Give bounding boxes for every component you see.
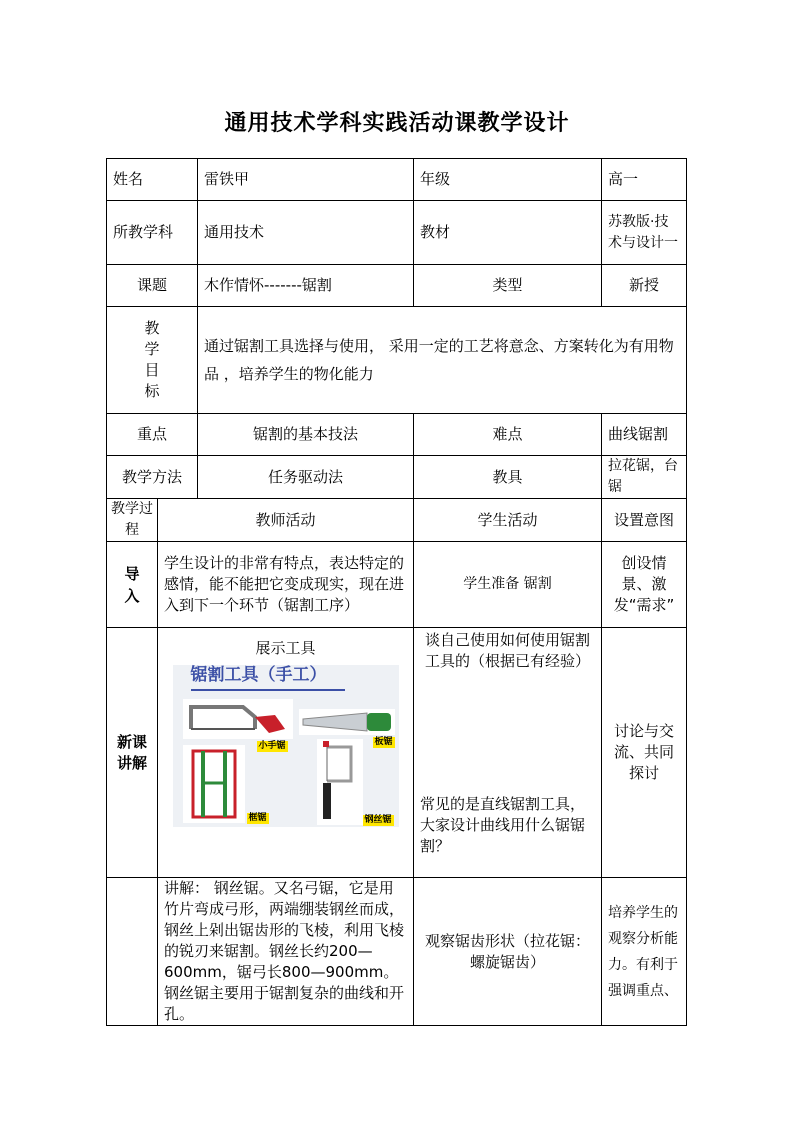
explain-label (107, 878, 158, 1026)
table-row (107, 159, 687, 201)
type-value: 新授 (602, 265, 687, 307)
key-point-label: 重点 (107, 414, 198, 456)
table-row (107, 414, 687, 456)
new-lesson-label: 新课讲解 (107, 628, 158, 878)
intro-student: 学生准备 锯割 (414, 542, 602, 628)
table-row (107, 456, 687, 499)
teacher-activity-header: 教师活动 (158, 499, 414, 542)
subject-value: 通用技术 (198, 201, 414, 265)
subject-label: 所教学科 (107, 201, 198, 265)
table-row (107, 201, 687, 265)
table-row (107, 542, 687, 628)
board-saw-picture (299, 709, 395, 735)
tag-small-hand-saw: 小手锯 (258, 741, 286, 751)
table-row (107, 628, 687, 878)
tag-wire-saw: 钢丝锯 (364, 815, 392, 825)
difficulty-label: 难点 (414, 414, 602, 456)
explain-teacher: 讲解： 钢丝锯。又名弓锯，它是用竹片弯成弓形，两端绷装钢丝而成，钢丝上剁出锯齿形的飞棱，利用飞棱的锐刃来锯割。钢丝长约200—600mm，锯弓长800—900mm。钢丝锯主要用于锯割复杂的曲线和开孔。 (158, 878, 414, 1026)
teaching-aids-value: 拉花锯，台锯 (602, 456, 687, 499)
table-row (107, 878, 687, 1026)
process-label: 教学过程 (107, 499, 158, 542)
topic-label: 课题 (107, 265, 198, 307)
frame-saw-picture (183, 745, 245, 823)
teaching-aids-label: 教具 (414, 456, 602, 499)
name-label: 姓名 (107, 159, 198, 201)
teacher-title: 展示工具 (255, 639, 316, 657)
table-row (107, 307, 687, 414)
saw-tools-image (173, 665, 399, 827)
student-bottom-text: 常见的是直线锯割工具，大家设计曲线用什么锯锯割？ (420, 795, 586, 855)
difficulty-value: 曲线锯割 (602, 414, 687, 456)
image-title: 锯割工具（手工） (190, 665, 327, 685)
lesson-plan-table (106, 158, 687, 1026)
type-label: 类型 (414, 265, 602, 307)
grade-value: 高一 (602, 159, 687, 201)
student-top-text: 谈自己使用如何使用锯割工具的（根据已有经验） (424, 631, 590, 670)
image-title-underline (191, 689, 345, 691)
topic-value: 木作情怀-------锯割 (198, 265, 414, 307)
grade-label: 年级 (414, 159, 602, 201)
intro-intent: 创设情景、激发“需求” (602, 542, 687, 628)
new-lesson-intent: 讨论与交流、共同探讨 (602, 628, 687, 878)
intro-label: 导入 (107, 542, 158, 628)
new-lesson-student (414, 628, 602, 878)
hacksaw-picture (183, 699, 293, 739)
student-activity-header: 学生活动 (414, 499, 602, 542)
name-value: 雷铁甲 (198, 159, 414, 201)
wire-saw-picture (317, 739, 363, 825)
table-row (107, 499, 687, 542)
explain-intent: 培养学生的观察分析能力。有利于强调重点、 (602, 878, 687, 1026)
new-lesson-teacher (158, 628, 414, 878)
explain-student: 观察锯齿形状（拉花锯：螺旋锯齿） (414, 878, 602, 1026)
method-value: 任务驱动法 (198, 456, 414, 499)
method-label: 教学方法 (107, 456, 198, 499)
tag-frame-saw: 框锯 (248, 813, 267, 823)
tag-board-saw: 板锯 (374, 737, 393, 747)
goals-label: 教 学 目 标 (107, 307, 198, 414)
key-point-value: 锯割的基本技法 (198, 414, 414, 456)
page-title: 通用技术学科实践活动课教学设计 (224, 111, 570, 136)
goals-text: 通过锯割工具选择与使用， 采用一定的工艺将意念、方案转化为有用物品 ，培养学生的物化能力 (198, 307, 687, 414)
table-row (107, 265, 687, 307)
textbook-label: 教材 (414, 201, 602, 265)
intent-header: 设置意图 (602, 499, 687, 542)
textbook-value: 苏教版·技术与设计一 (602, 201, 687, 265)
intro-teacher: 学生设计的非常有特点，表达特定的感情，能不能把它变成现实，现在进入到下一个环节（锯割工序） (158, 542, 414, 628)
